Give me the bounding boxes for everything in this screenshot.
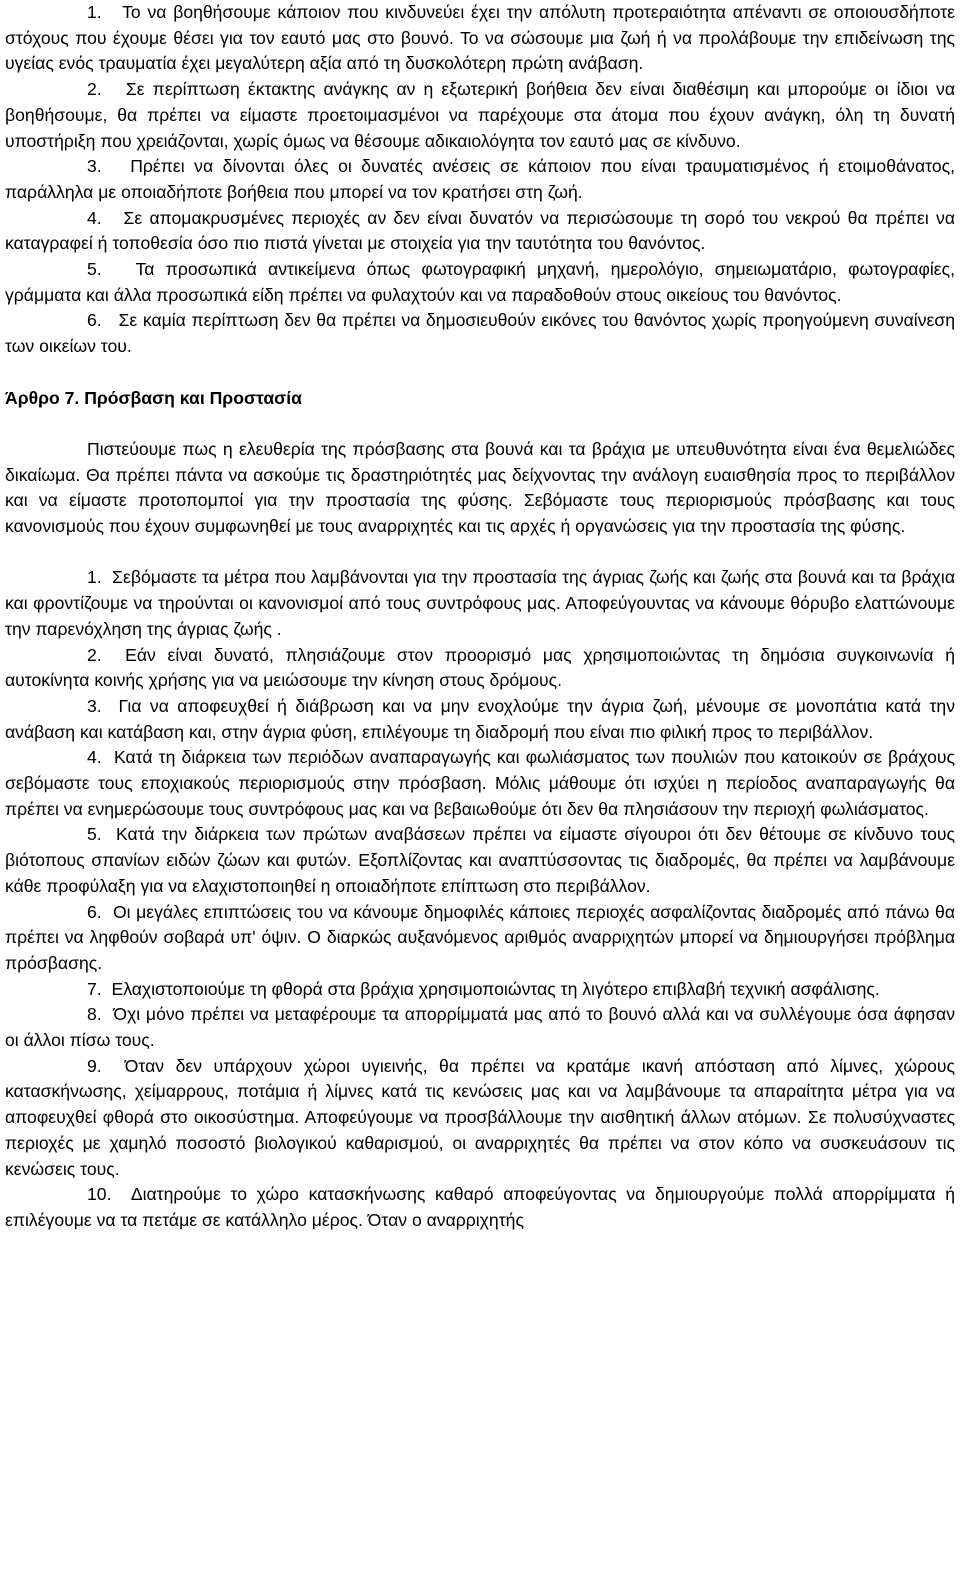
item-number: 7. xyxy=(87,978,102,999)
list-item xyxy=(5,565,955,642)
list-item xyxy=(5,1002,955,1053)
list-item xyxy=(5,257,955,308)
item-number: 10. xyxy=(87,1184,112,1205)
item-number: 9. xyxy=(87,1055,102,1076)
item-text: Κατά τη διάρκεια των περιόδων αναπαραγωγής και φωλιάσματος των πουλιών που κατοικούν σε βράχους σεβόμαστε τους εποχιακούς περιορισμούς στην πρόσβαση. Μόλις μάθουμε ότι ισχύει η περίοδος αναπαραγωγής θα πρέπει να ενημερώσουμε τους συντρόφους μας και να βεβαιωθούμε ότι δεν θα πλησιάσουν την περιοχή φωλιάσματος. xyxy=(5,747,955,819)
item-text: Το να βοηθήσουμε κάποιον που κινδυνεύει έχει την απόλυτη προτεραιότητα απέναντι σε οποιουσδήποτε στόχους που έχουμε θέσει για τον εαυτό μας στο βουνό. Το να σώσουμε μια ζωή ή να προλάβουμε την επιδείνωση της υγείας ενός τραυματία έχει μεγαλύτερη αξία από τη δυσκολότερη πρώτη ανάβαση. xyxy=(5,2,955,74)
item-number: 3. xyxy=(87,156,102,177)
list-item xyxy=(5,206,955,257)
item-text: Διατηρούμε το χώρο κατασκήνωσης καθαρό αποφεύγοντας να δημιουργούμε πολλά απορρίμματα ή επιλέγουμε να τα πετάμε σε κατάλληλο μέρος. Όταν ο αναρριχητής xyxy=(5,1184,955,1230)
list-item xyxy=(5,1054,955,1183)
item-number: 1. xyxy=(87,2,102,22)
item-text: Οι μεγάλες επιπτώσεις του να κάνουμε δημοφιλές κάποιες περιοχές ασφαλίζοντας διαδρομές από πάνω θα πρέπει να ληφθούν σοβαρά υπ' όψιν. Ο διαρκώς αυξανόμενος αριθμός αναρριχητών μπορεί να δημιουργήσει πρόβλημα πρόσβασης. xyxy=(5,901,955,973)
list-item xyxy=(5,643,955,694)
item-text: Σε περίπτωση έκτακτης ανάγκης αν η εξωτερική βοήθεια δεν είναι διαθέσιμη και μπορούμε οι ίδιοι να βοηθήσουμε, θα πρέπει να είμαστε προετοιμασμένοι να παρέχουμε στα άτομα που έχουν ανάγκη, όλη τη δυνατή υποστήριξη που χρειάζονται, χωρίς όμως να θέσουμε αδικαιολόγητα τον εαυτό μας σε κίνδυνο. xyxy=(5,79,955,151)
spacer xyxy=(5,540,955,566)
item-text: Σε απομακρυσμένες περιοχές αν δεν είναι δυνατόν να περισώσουμε τη σορό του νεκρού θα πρέπει να καταγραφεί ή τοποθεσία όσο πιο πιστά γίνεται με στοιχεία για την ταυτότητα του θανόντος. xyxy=(5,207,956,254)
item-text: Ελαχιστοποιούμε τη φθορά στα βράχια χρησιμοποιώντας τη λιγότερο επιβλαβή τεχνική ασφάλισης. xyxy=(111,978,880,999)
item-number: 3. xyxy=(87,695,102,716)
article-number: Άρθρο 7. xyxy=(5,387,80,408)
item-text: Τα προσωπικά αντικείμενα όπως φωτογραφική μηχανή, ημερολόγιο, σημειωματάριο, φωτογραφίες, γράμματα και άλλα προσωπικά είδη πρέπει να φυλαχτούν και να παραδοθούν στους οικείους του θανόντος. xyxy=(5,259,955,305)
article-title: Πρόσβαση και Προστασία xyxy=(84,387,302,408)
item-number: 5. xyxy=(87,824,102,845)
list-item xyxy=(5,977,955,1003)
list-item xyxy=(5,308,955,359)
item-number: 4. xyxy=(87,747,102,768)
item-text: Σε καμία περίπτωση δεν θα πρέπει να δημοσιευθούν εικόνες του θανόντος χωρίς προηγούμενη συναίνεση των οικείων του. xyxy=(5,310,955,357)
list-item xyxy=(5,154,955,205)
document-page xyxy=(5,0,955,1234)
article-intro: Πιστεύουμε πως η ελευθερία της πρόσβασης στα βουνά και τα βράχια με υπευθυνότητα είναι ένα θεμελιώδες δικαίωμα. Θα πρέπει πάντα να ασκούμε τις δραστηριότητές μας δείχνοντας την ανάλογη ευαισθησία προς το περιβάλλον και να είμαστε προτοπομποί για την προστασία της φύσης. Σεβόμαστε τους περιορισμούς πρόσβασης και τους κανονισμούς που έχουν συμφωνηθεί με τους αναρριχητές και τις αρχές ή οργανώσεις για την προστασία της φύσης. xyxy=(5,438,955,537)
item-text: Για να αποφευχθεί ή διάβρωση και να μην ενοχλούμε την άγρια ζωή, μένουμε σε μονοπάτια κατά την ανάβαση και κατάβαση και, στην άγρια φύση, επιλέγουμε τη διαδρομή που είναι πιο φιλική προς το περιβάλλον. xyxy=(5,695,955,742)
item-text: Εάν είναι δυνατό, πλησιάζουμε στον προορισμό μας χρησιμοποιώντας τη δημόσια συγκοινωνία ή αυτοκίνητα κοινής χρήσης για να μειώσουμε την κίνηση στους δρόμους. xyxy=(5,644,955,691)
list-item xyxy=(5,77,955,154)
item-number: 2. xyxy=(87,644,102,665)
spacer xyxy=(5,411,955,437)
item-text: Σεβόμαστε τα μέτρα που λαμβάνονται για την προστασία της άγριας ζωής και ζωής στα βουνά και τα βράχια και φροντίζουμε να τηρούνται οι κανονισμοί από τους συντρόφους μας. Αποφεύγουντας να κάνουμε θόρυβο ελαττώνουμε την παρενόχληση της άγριας ζωής . xyxy=(5,567,955,639)
section-rescue-items xyxy=(5,0,955,360)
article-heading xyxy=(5,386,955,412)
item-number: 2. xyxy=(87,79,102,100)
item-number: 6. xyxy=(87,310,102,331)
item-number: 4. xyxy=(87,207,102,228)
item-number: 8. xyxy=(87,1004,102,1025)
item-number: 6. xyxy=(87,901,102,922)
item-text: Πρέπει να δίνονται όλες οι δυνατές ανέσεις σε κάποιον που είναι τραυματισμένος ή ετοιμοθάνατος, παράλληλα με οποιαδήποτε βοήθεια που μπορεί να τον κρατήσει στη ζωή. xyxy=(5,156,955,202)
list-item xyxy=(5,822,955,899)
list-item xyxy=(5,694,955,745)
list-item xyxy=(5,900,955,977)
item-number: 5. xyxy=(87,259,102,280)
list-item xyxy=(5,0,955,77)
list-item xyxy=(5,745,955,822)
item-number: 1. xyxy=(87,567,102,588)
list-item xyxy=(5,1182,955,1233)
spacer xyxy=(5,360,955,386)
item-text: Όχι μόνο πρέπει να μεταφέρουμε τα απορρίμματά μας από το βουνό αλλά και να συλλέγουμε όσα άφησαν οι άλλοι πίσω τους. xyxy=(5,1004,955,1051)
item-text: Όταν δεν υπάρχουν χώροι υγιεινής, θα πρέπει να κρατάμε ικανή απόσταση από λίμνες, χώρους κατασκήνωσης, χείμαρρους, ποτάμια ή λίμνες κατά τις κενώσεις μας και να λαμβάνουμε τα απαραίτητα μέτρα για να αποφευχθεί φθορά στο οικοσύστημα. Αποφεύγουμε να προσβάλλουμε την αισθητική άλλων ατόμων. Σε πολυσύχναστες περιοχές με χαμηλό ποσοστό βιολογικού καθαρισμού, οι αναρριχητές θα πρέπει να στον κόπο να συσκευάσουν τις κενώσεις τους. xyxy=(5,1055,956,1179)
item-text: Κατά την διάρκεια των πρώτων αναβάσεων πρέπει να είμαστε σίγουροι ότι δεν θέτουμε σε κίνδυνο τους βιότοπους σπανίων ειδών ζώων και φυτών. Εξοπλίζοντας και αναπτύσσοντας τις διαδρομές, θα πρέπει να λαμβάνουμε κάθε προφύλαξη για να ελαχιστοποιηθεί η οποιαδήποτε επίπτωση στο περιβάλλον. xyxy=(5,824,956,896)
section-access-items xyxy=(5,565,955,1233)
